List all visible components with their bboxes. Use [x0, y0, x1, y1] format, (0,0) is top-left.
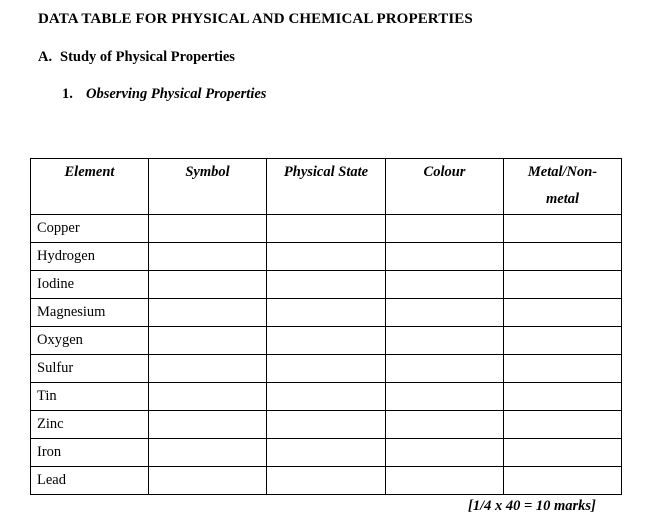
symbol-cell[interactable] — [149, 243, 267, 271]
element-name-cell: Copper — [31, 215, 149, 243]
metal-nonmetal-cell[interactable] — [504, 467, 622, 495]
metal-nonmetal-cell[interactable] — [504, 355, 622, 383]
colour-cell[interactable] — [386, 327, 504, 355]
metal-nonmetal-cell[interactable] — [504, 439, 622, 467]
element-name-cell: Sulfur — [31, 355, 149, 383]
header-element: Element — [31, 159, 149, 215]
symbol-cell[interactable] — [149, 355, 267, 383]
header-symbol: Symbol — [149, 159, 267, 215]
physical-state-cell[interactable] — [267, 299, 386, 327]
colour-cell[interactable] — [386, 411, 504, 439]
table-row — [31, 215, 622, 243]
physical-state-cell[interactable] — [267, 243, 386, 271]
colour-cell[interactable] — [386, 243, 504, 271]
properties-table — [30, 158, 622, 495]
element-name-cell: Iodine — [31, 271, 149, 299]
physical-state-cell[interactable] — [267, 271, 386, 299]
colour-cell[interactable] — [386, 299, 504, 327]
table-row — [31, 467, 622, 495]
table-row — [31, 327, 622, 355]
physical-state-cell[interactable] — [267, 327, 386, 355]
physical-state-cell[interactable] — [267, 355, 386, 383]
marks-note: [1/4 x 40 = 10 marks] — [468, 498, 596, 514]
element-name-cell: Oxygen — [31, 327, 149, 355]
colour-cell[interactable] — [386, 215, 504, 243]
physical-state-cell[interactable] — [267, 215, 386, 243]
symbol-cell[interactable] — [149, 383, 267, 411]
physical-state-cell[interactable] — [267, 439, 386, 467]
symbol-cell[interactable] — [149, 215, 267, 243]
symbol-cell[interactable] — [149, 299, 267, 327]
table-row — [31, 271, 622, 299]
table-row — [31, 439, 622, 467]
metal-nonmetal-cell[interactable] — [504, 299, 622, 327]
header-colour: Colour — [386, 159, 504, 215]
symbol-cell[interactable] — [149, 327, 267, 355]
metal-nonmetal-cell[interactable] — [504, 327, 622, 355]
metal-nonmetal-cell[interactable] — [504, 383, 622, 411]
physical-state-cell[interactable] — [267, 467, 386, 495]
header-physical-state: Physical State — [267, 159, 386, 215]
element-name-cell: Hydrogen — [31, 243, 149, 271]
metal-nonmetal-cell[interactable] — [504, 271, 622, 299]
table-row — [31, 299, 622, 327]
symbol-cell[interactable] — [149, 411, 267, 439]
document-title: DATA TABLE FOR PHYSICAL AND CHEMICAL PROPERTIES — [38, 11, 473, 27]
symbol-cell[interactable] — [149, 271, 267, 299]
table-row — [31, 383, 622, 411]
element-name-cell: Lead — [31, 467, 149, 495]
metal-nonmetal-cell[interactable] — [504, 215, 622, 243]
subsection-number: 1. — [62, 86, 73, 102]
colour-cell[interactable] — [386, 355, 504, 383]
colour-cell[interactable] — [386, 439, 504, 467]
colour-cell[interactable] — [386, 383, 504, 411]
table-row — [31, 243, 622, 271]
physical-state-cell[interactable] — [267, 383, 386, 411]
header-metal-nonmetal: Metal/Non-metal — [504, 159, 622, 215]
colour-cell[interactable] — [386, 271, 504, 299]
section-letter: A. — [38, 49, 53, 65]
subsection-text: Observing Physical Properties — [86, 86, 267, 102]
table-row — [31, 411, 622, 439]
table-row — [31, 355, 622, 383]
symbol-cell[interactable] — [149, 439, 267, 467]
table-header-row — [31, 159, 622, 215]
metal-nonmetal-cell[interactable] — [504, 243, 622, 271]
symbol-cell[interactable] — [149, 467, 267, 495]
colour-cell[interactable] — [386, 467, 504, 495]
element-name-cell: Iron — [31, 439, 149, 467]
section-heading — [38, 49, 235, 66]
section-text: Study of Physical Properties — [60, 49, 235, 65]
element-name-cell: Zinc — [31, 411, 149, 439]
metal-nonmetal-cell[interactable] — [504, 411, 622, 439]
subsection-heading — [62, 86, 266, 103]
physical-state-cell[interactable] — [267, 411, 386, 439]
element-name-cell: Magnesium — [31, 299, 149, 327]
element-name-cell: Tin — [31, 383, 149, 411]
